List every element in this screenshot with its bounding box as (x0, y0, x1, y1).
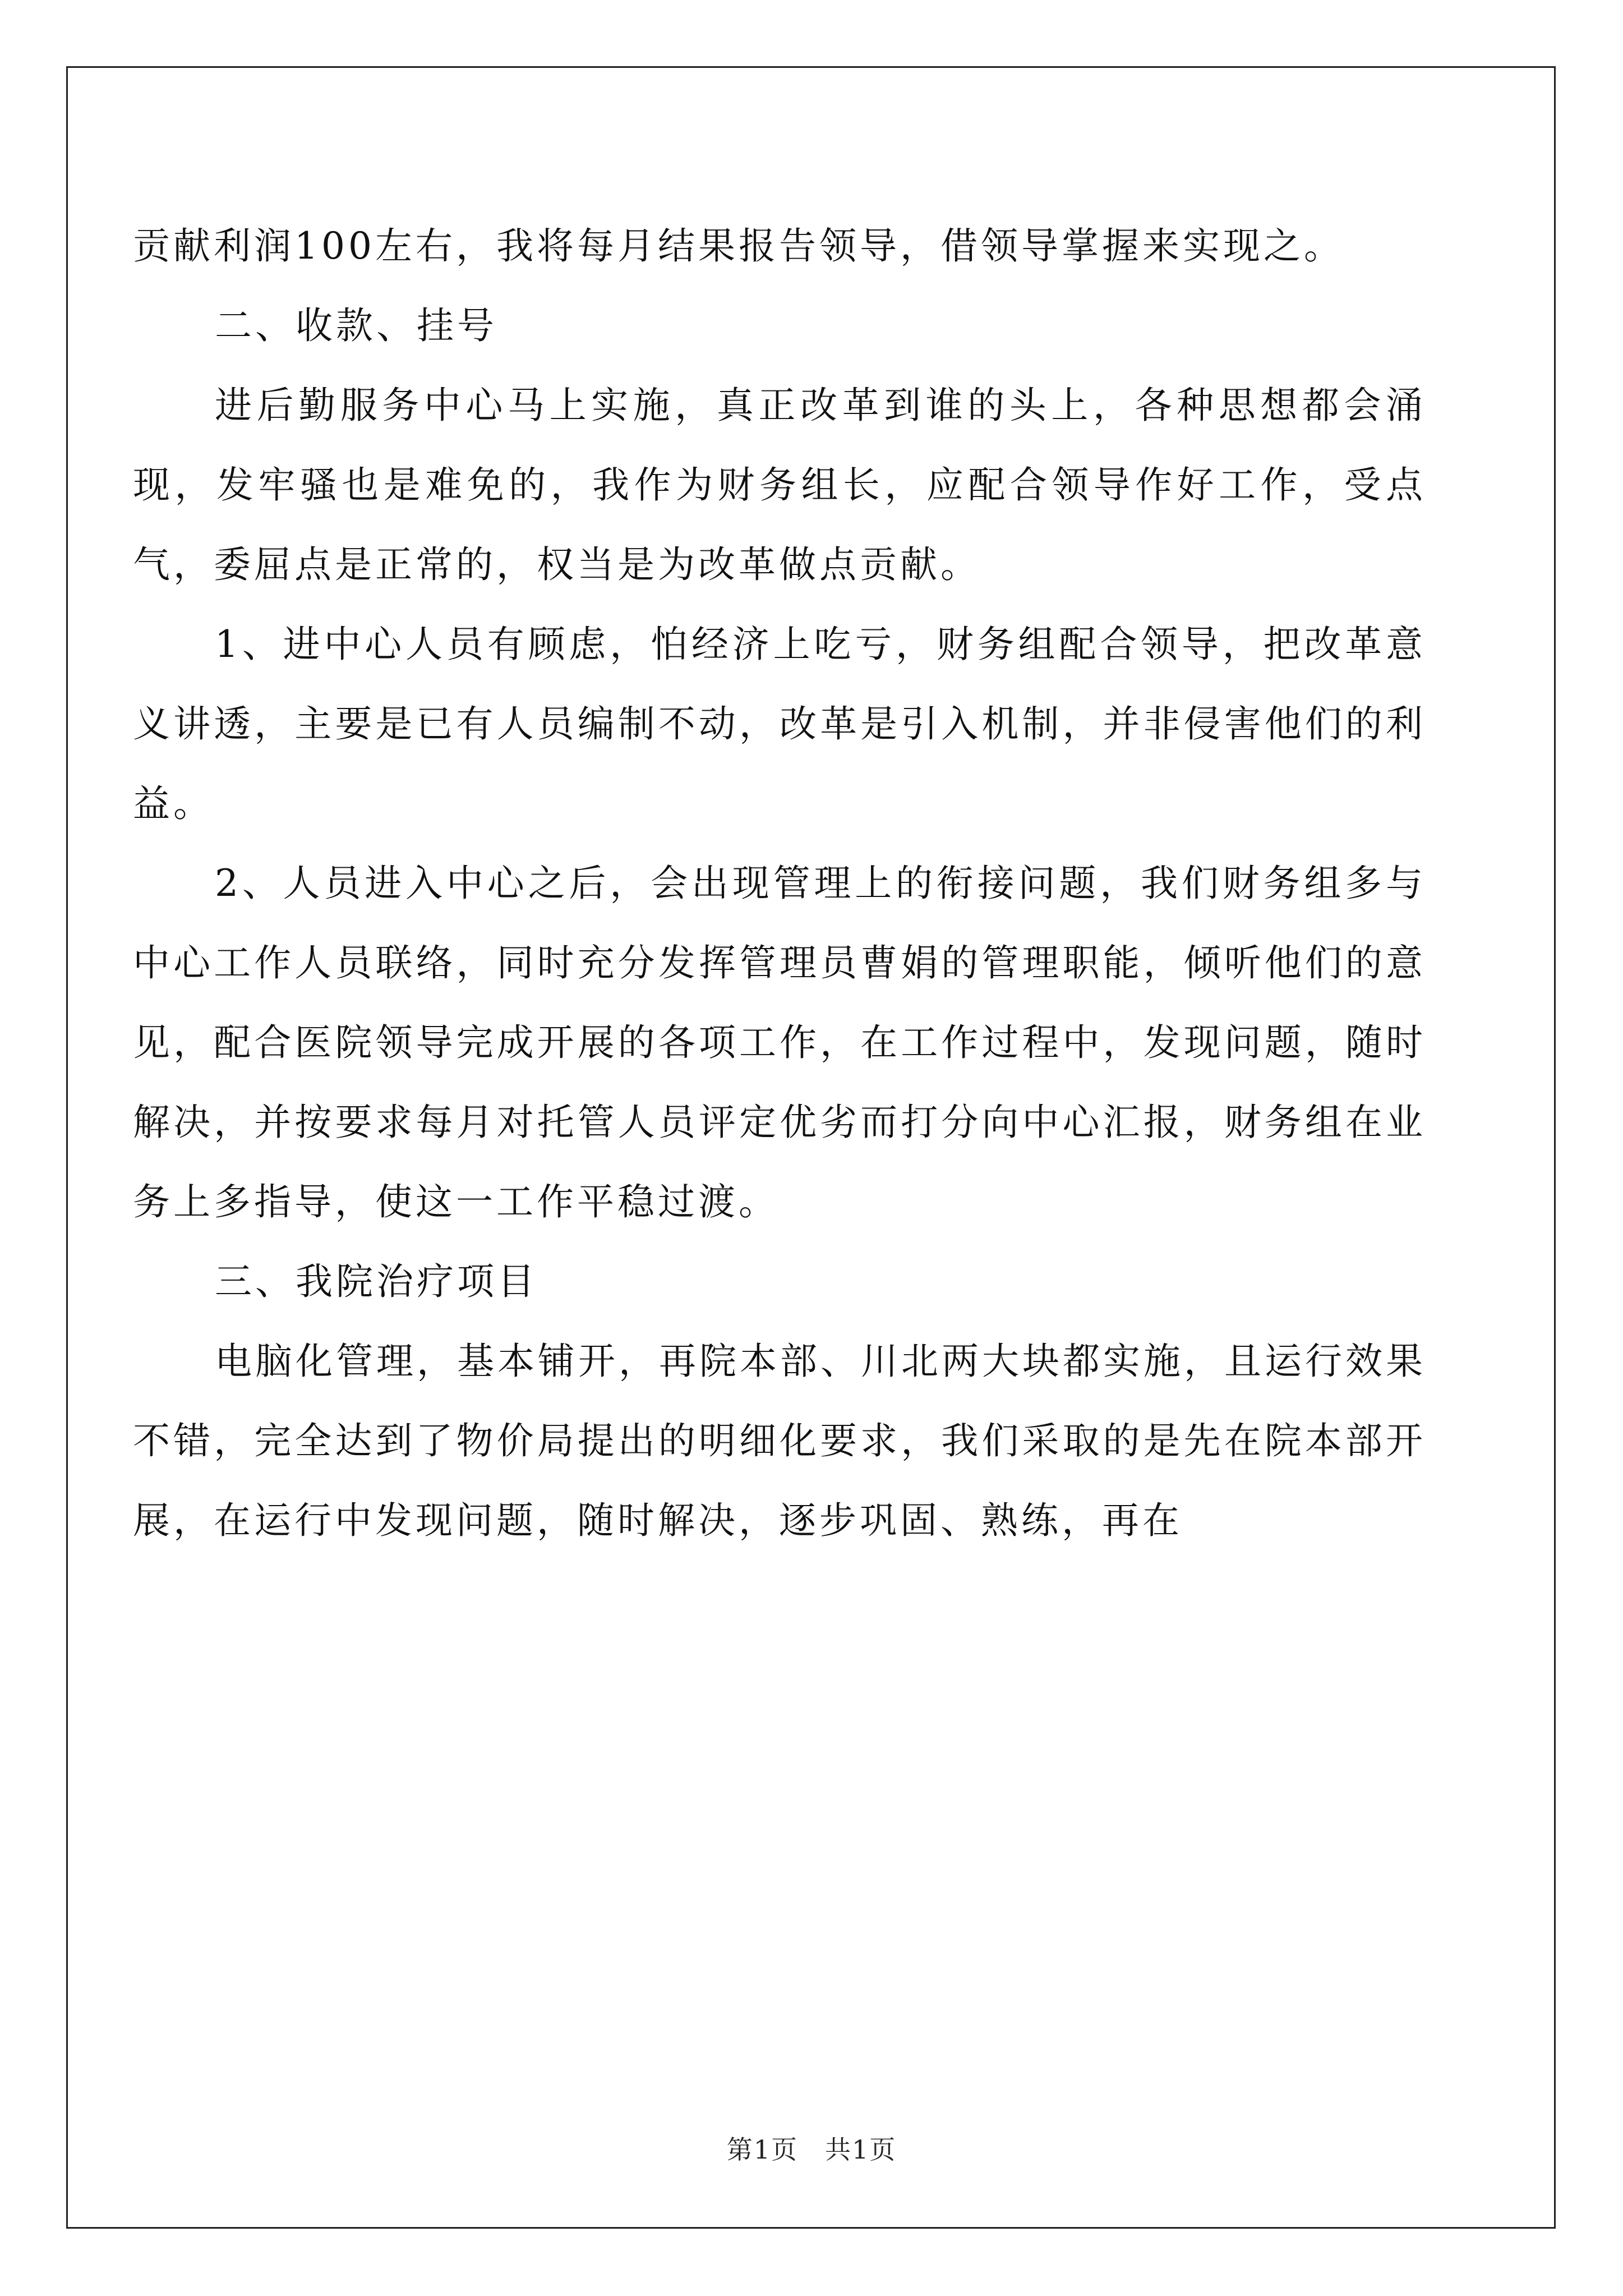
paragraph-continuation: 贡献利润100左右，我将每月结果报告领导，借领导掌握来实现之。 (133, 224, 1344, 268)
page-number-footer: 第1页 共1页 (726, 2134, 897, 2165)
list-item-2: 2、人员进入中心之后，会出现管理上的衔接问题，我们财务组多与中心工作人员联络，同时充分发挥管理员曹娟的管理职能，倾听他们的意见，配合医院领导完成开展的各项工作，在工作过程中，发现问题，随时解决，并按要求每月对托管人员评定优劣而打分向中心汇报，财务组在业务上多指导，使这一工作平稳过渡。 (133, 862, 1426, 1223)
document-body (133, 206, 1426, 1561)
section-heading-two: 二、收款、挂号 (215, 304, 497, 347)
paragraph: 进后勤服务中心马上实施，真正改革到谁的头上，各种思想都会涌现，发牢骚也是难免的，我作为财务组长，应配合领导作好工作，受点气，委屈点是正常的，权当是为改革做点贡献。 (133, 384, 1426, 586)
section-heading-three: 三、我院治疗项目 (215, 1260, 538, 1303)
list-item-1: 1、进中心人员有顾虑，怕经济上吃亏，财务组配合领导，把改革意义讲透，主要是已有人员编制不动，改革是引入机制，并非侵害他们的利益。 (133, 623, 1426, 825)
paragraph: 电脑化管理，基本铺开，再院本部、川北两大块都实施，且运行效果不错，完全达到了物价局提出的明细化要求，我们采取的是先在院本部开展，在运行中发现问题，随时解决，逐步巩固、熟练，再在 (133, 1340, 1426, 1542)
